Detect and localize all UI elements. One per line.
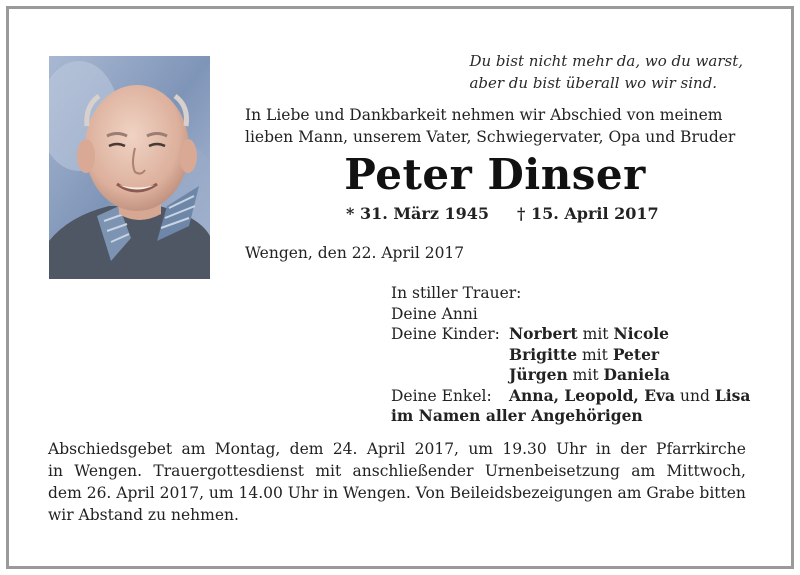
grandchild-separator: ,	[553, 385, 565, 405]
notice-word: Beileidsbezeigungen	[449, 484, 613, 502]
notice-word: um	[468, 440, 494, 458]
place-and-date: Wengen, den 22. April 2017	[245, 244, 465, 262]
notice-word: am	[181, 440, 206, 458]
notice-word: um	[208, 484, 234, 502]
notice-word: Pfarrkirche	[656, 440, 746, 458]
child-join: mit	[577, 345, 613, 364]
grandchild-join: und	[675, 386, 715, 405]
child-name: Norbert	[509, 324, 578, 343]
notice-word: in	[323, 484, 339, 502]
notice-word: Von	[415, 484, 445, 502]
birth-date: * 31. März 1945	[346, 204, 490, 223]
notice-word: der	[620, 440, 647, 458]
child-partner: Peter	[612, 344, 660, 364]
mourners-spouse: Deine Anni	[391, 304, 478, 323]
notice-word: dem	[289, 440, 324, 458]
grandchild-name: Lisa	[714, 385, 751, 405]
notice-word: in	[595, 440, 611, 458]
notice-line-4: wir Abstand zu nehmen.	[48, 506, 239, 524]
notice-word: Abschiedsgebet	[48, 440, 173, 458]
notice-word: Urnenbeisetzung	[484, 462, 620, 480]
notice-word: Mittwoch,	[666, 462, 746, 480]
notice-word: 14.00	[238, 484, 283, 502]
child-join: mit	[567, 366, 604, 384]
children-row	[391, 365, 750, 386]
mourners-heading: In stiller Trauer:	[391, 284, 522, 302]
child-name: Brigitte	[509, 344, 578, 364]
notice-word: Grabe	[646, 484, 695, 502]
notice-word: Uhr	[287, 484, 319, 502]
intro-line-1: In Liebe und Dankbarkeit nehmen wir Abschied von meinem	[245, 106, 723, 124]
motto-line-2: aber du bist überall wo wir sind.	[469, 74, 718, 92]
notice-word: 2017,	[159, 484, 204, 502]
mourners-block	[391, 283, 750, 427]
notice-word: Uhr	[556, 440, 587, 458]
children-row	[391, 324, 750, 345]
child-name: Jürgen	[509, 365, 568, 384]
notice-line-1	[48, 438, 746, 460]
motto-line-1: Du bist nicht mehr da, wo du warst,	[469, 52, 743, 70]
notice-word: 2017,	[414, 440, 459, 458]
grandchildren-row	[391, 386, 750, 407]
notice-word: mit	[315, 462, 342, 480]
notice-word: am	[631, 462, 656, 480]
notice-word: in	[48, 462, 63, 480]
child-partner: Nicole	[613, 324, 670, 343]
notice-word: bitten	[699, 484, 746, 502]
death-date: † 15. April 2017	[517, 204, 659, 223]
portrait-photo	[49, 56, 210, 279]
notice-word: Wengen.	[343, 484, 411, 502]
notice-word: Montag,	[214, 440, 281, 458]
notice-word: 26.	[86, 484, 112, 502]
intro-text	[245, 104, 735, 148]
children-label: Deine Kinder:	[391, 325, 500, 343]
deceased-name: Peter Dinser	[344, 150, 646, 199]
service-notice	[48, 438, 746, 526]
grandchildren-label: Deine Enkel:	[391, 386, 492, 405]
grandchild-separator: ,	[633, 385, 645, 405]
child-join: mit	[577, 325, 614, 343]
notice-line-2	[48, 460, 746, 482]
children-row	[391, 345, 750, 366]
notice-word: anschließender	[352, 462, 474, 480]
mourners-closing: im Namen aller Angehörigen	[391, 406, 643, 425]
notice-word: 24.	[332, 440, 358, 458]
notice-word: April	[366, 440, 406, 458]
child-partner: Daniela	[603, 365, 670, 384]
notice-word: April	[116, 484, 155, 502]
notice-word: Trauergottesdienst	[153, 462, 305, 480]
notice-word: Wengen.	[74, 462, 143, 480]
life-dates	[346, 204, 659, 223]
notice-word: 19.30	[502, 440, 547, 458]
intro-line-2: lieben Mann, unserem Vater, Schwiegervater, Opa und Bruder	[245, 128, 736, 146]
notice-word: dem	[48, 484, 82, 502]
grandchild-name: Eva	[644, 385, 676, 405]
notice-word: am	[617, 484, 642, 502]
grandchild-name: Leopold	[564, 385, 634, 405]
grandchild-name: Anna	[509, 385, 554, 405]
motto	[469, 50, 743, 94]
notice-line-3	[48, 482, 746, 504]
